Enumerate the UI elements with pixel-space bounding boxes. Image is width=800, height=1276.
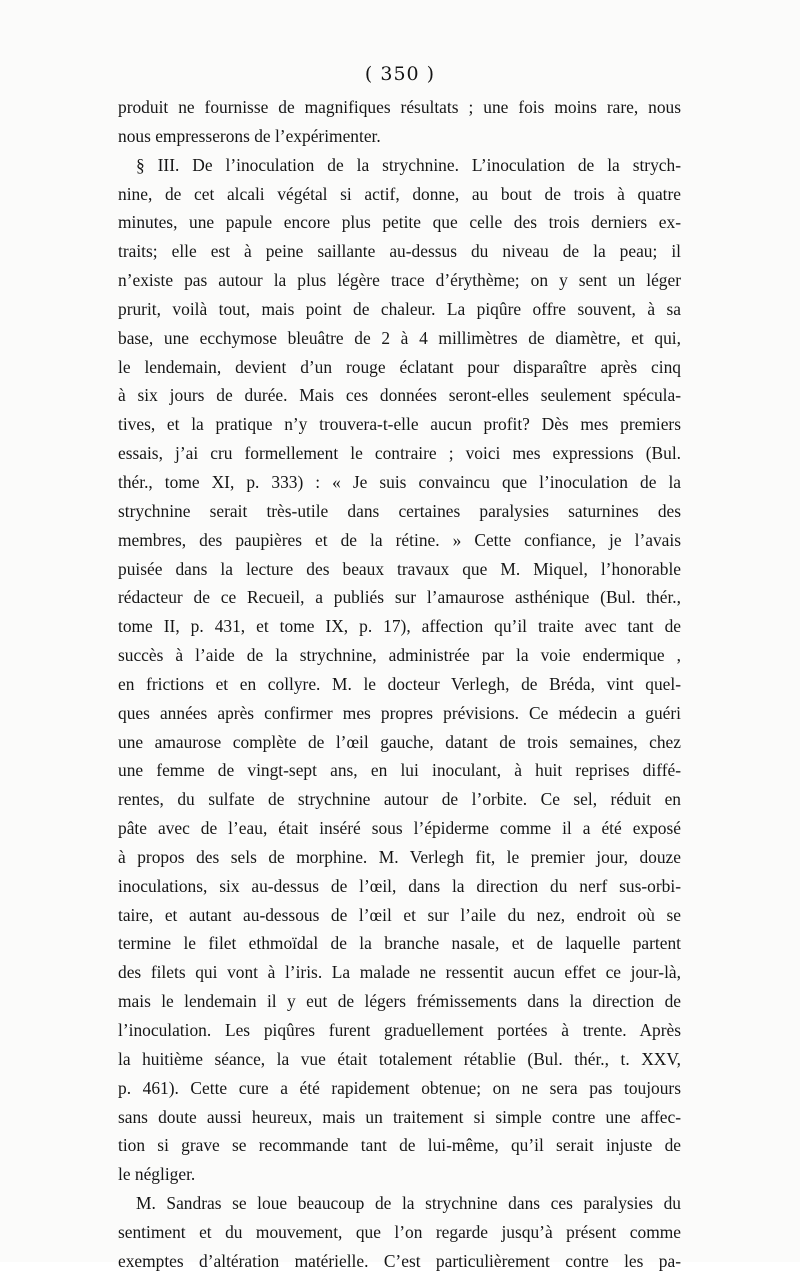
text-line: § III. De l’inoculation de la strychnine. L’inoculation de la strych- [136,154,681,175]
text-line: rentes, du sulfate de strychnine autour de l’orbite. Ce sel, réduit en [118,789,681,810]
text-line: produit ne fournisse de magnifiques résultats ; une fois moins rare, nous [118,97,681,117]
text-line: pâte avec de l’eau, était inséré sous l’épiderme comme il a été exposé [118,818,681,839]
text-line: sans doute aussi heureux, mais un traitement si simple contre une affec- [118,1106,681,1127]
text-line: inoculations, six au-dessus de l’œil, dans la direction du nerf sus-orbi- [118,875,681,896]
text-line: à six jours de durée. Mais ces données seront-elles seulement spécula- [118,385,681,406]
text-line: strychnine serait très-utile dans certaines paralysies saturnines des [118,500,681,521]
text-line: une femme de vingt-sept ans, en lui inoculant, à huit reprises diffé- [118,760,681,781]
text-line: tion si grave se recommande tant de lui-même, qu’il serait injuste de [118,1135,681,1156]
text-line: M. Sandras se loue beaucoup de la strychnine dans ces paralysies du [136,1193,681,1214]
text-line: à propos des sels de morphine. M. Verlegh fit, le premier jour, douze [118,846,681,867]
text-line: prurit, voilà tout, mais point de chaleur. La piqûre offre souvent, à sa [118,298,681,319]
text-line: une amaurose complète de l’œil gauche, datant de trois semaines, chez [118,731,681,752]
text-line: ques années après confirmer mes propres prévisions. Ce médecin a guéri [118,702,681,723]
text-line: rédacteur de ce Recueil, a publiés sur l’amaurose asthénique (Bul. thér., [118,587,681,608]
text-line: minutes, une papule encore plus petite que celle des trois derniers ex- [118,212,681,233]
text-line: tome II, p. 431, et tome IX, p. 17), affection qu’il traite avec tant de [118,616,681,637]
text-line: la huitième séance, la vue était totalement rétablie (Bul. thér., t. XXV, [118,1048,681,1069]
page-number: ( 350 ) [364,63,436,85]
text-line: sentiment et du mouvement, que l’on regarde jusqu’à présent comme [118,1221,681,1242]
text-line: thér., tome XI, p. 333) : « Je suis convaincu que l’inoculation de la [118,471,681,492]
text-line: nine, de cet alcali végétal si actif, donne, au bout de trois à quatre [118,183,681,204]
text-line: le lendemain, devient d’un rouge éclatant pour disparaître après cinq [118,356,681,377]
text-line: succès à l’aide de la strychnine, administrée par la voie endermique , [118,645,681,666]
text-line: n’existe pas autour la plus légère trace d’érythème; on y sent un léger [118,270,681,291]
text-line: traits; elle est à peine saillante au-dessus du niveau de la peau; il [118,241,681,262]
text-line: essais, j’ai cru formellement le contraire ; voici mes expressions (Bul. [118,443,681,464]
text-line: termine le filet ethmoïdal de la branche nasale, et de laquelle partent [118,933,681,954]
body-text [118,93,681,1276]
text-line: membres, des paupières et de la rétine. » Cette confiance, je l’avais [118,529,681,550]
text-line: tives, et la pratique n’y trouvera-t-elle aucun profit? Dès mes premiers [118,414,681,435]
text-line: puisée dans la lecture des beaux travaux que M. Miquel, l’honorable [118,558,681,579]
text-line: exemptes d’altération matérielle. C’est particulièrement contre les pa- [118,1250,681,1271]
text-line: des filets qui vont à l’iris. La malade ne ressentit aucun effet ce jour-là, [118,962,681,983]
text-line: en frictions et en collyre. M. le docteur Verlegh, de Bréda, vint quel- [118,673,681,694]
text-line: base, une ecchymose bleuâtre de 2 à 4 millimètres de diamètre, et qui, [118,327,681,348]
text-line: nous empresserons de l’expérimenter. [118,125,381,146]
text-line: le négliger. [118,1164,196,1185]
text-line: mais le lendemain il y eut de légers frémissements dans la direction de [118,991,681,1012]
text-line: taire, et autant au-dessous de l’œil et sur l’aile du nez, endroit où se [118,904,681,925]
text-line: p. 461). Cette cure a été rapidement obtenue; on ne sera pas toujours [118,1077,681,1098]
text-line: l’inoculation. Les piqûres furent graduellement portées à trente. Après [118,1020,681,1040]
